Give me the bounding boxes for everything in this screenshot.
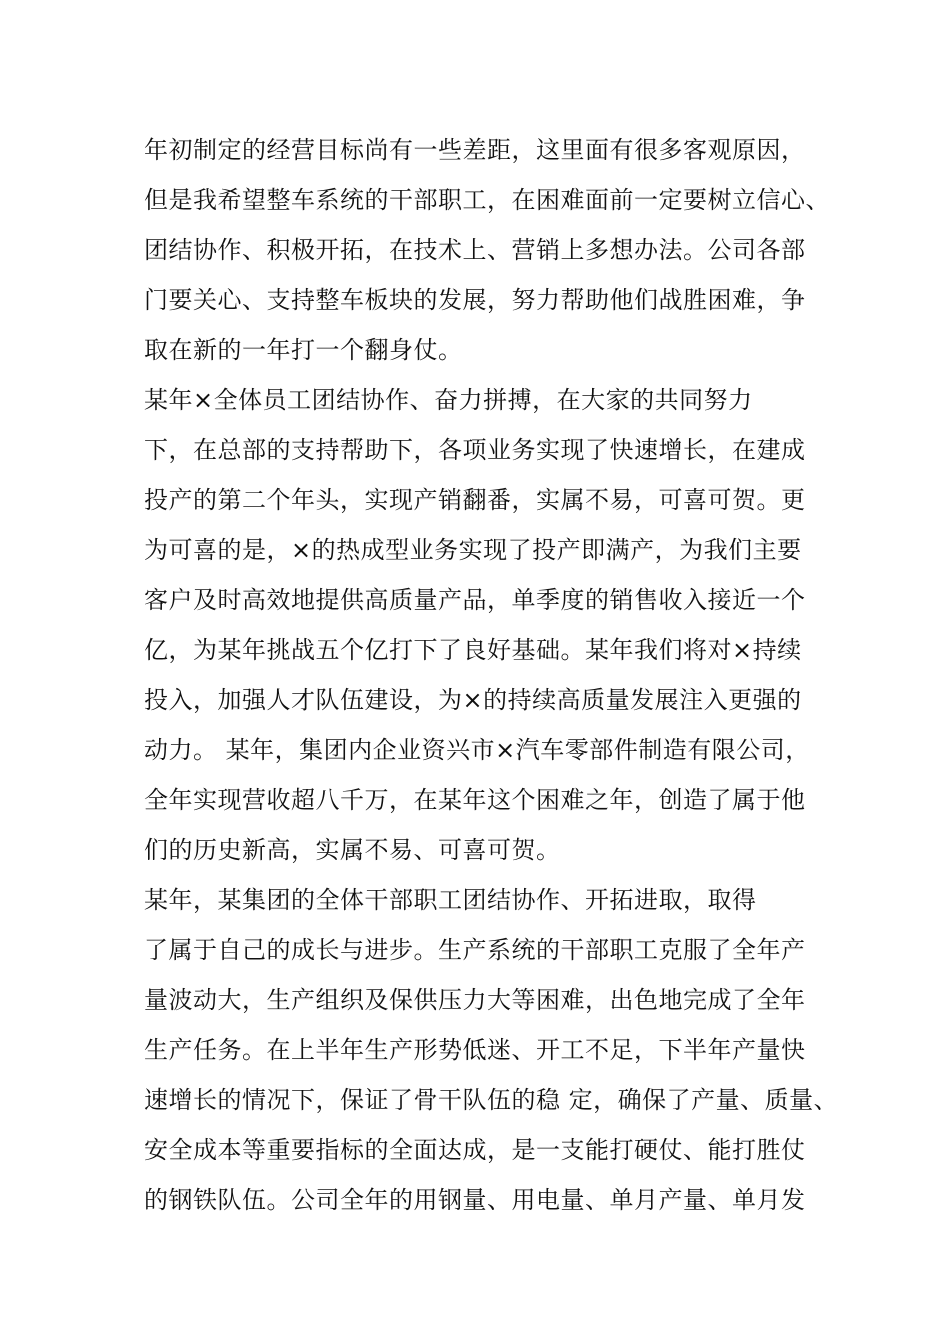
text-line: 下，在总部的支持帮助下，各项业务实现了快速增长，在建成 [144, 436, 806, 464]
text-line: 某年，某集团的全体干部职工团结协作、开拓进取，取得 [144, 886, 757, 914]
text-line: 取在新的一年打一个翻身仗。 [144, 336, 463, 364]
text-line: 投入，加强人才队伍建设，为×的持续高质量发展注入更强的 [144, 686, 802, 714]
text-line: 亿，为某年挑战五个亿打下了良好基础。某年我们将对×持续 [144, 636, 802, 664]
text-line: 投产的第二个年头，实现产销翻番，实属不易，可喜可贺。更 [144, 486, 806, 514]
text-line: 门要关心、支持整车板块的发展，努力帮助他们战胜困难，争 [144, 286, 806, 314]
text-line: 动力。 某年，集团内企业资兴市×汽车零部件制造有限公司， [144, 736, 810, 764]
text-line: 但是我希望整车系统的干部职工，在困难面前一定要树立信心、 [144, 186, 830, 214]
text-line: 速增长的情况下，保证了骨干队伍的稳 定，确保了产量、质量、 [144, 1086, 839, 1114]
text-line: 了属于自己的成长与进步。生产系统的干部职工克服了全年产 [144, 936, 806, 964]
text-line: 某年×全体员工团结协作、奋力拼搏，在大家的共同努力 [144, 386, 753, 414]
text-line: 客户及时高效地提供高质量产品，单季度的销售收入接近一个 [144, 586, 806, 614]
text-line: 安全成本等重要指标的全面达成，是一支能打硬仗、能打胜仗 [144, 1136, 806, 1164]
text-line: 年初制定的经营目标尚有一些差距，这里面有很多客观原因， [144, 136, 806, 164]
text-line: 为可喜的是，×的热成型业务实现了投产即满产，为我们主要 [144, 536, 802, 564]
text-line: 的钢铁队伍。公司全年的用钢量、用电量、单月产量、单月发 [144, 1186, 806, 1214]
text-line: 量波动大，生产组织及保供压力大等困难，出色地完成了全年 [144, 986, 806, 1014]
text-line: 全年实现营收超八千万，在某年这个困难之年，创造了属于他 [144, 786, 806, 814]
text-line: 生产任务。在上半年生产形势低迷、开工不足，下半年产量快 [144, 1036, 806, 1064]
text-line: 团结协作、积极开拓，在技术上、营销上多想办法。公司各部 [144, 236, 806, 264]
text-line: 们的历史新高，实属不易、可喜可贺。 [144, 836, 561, 864]
